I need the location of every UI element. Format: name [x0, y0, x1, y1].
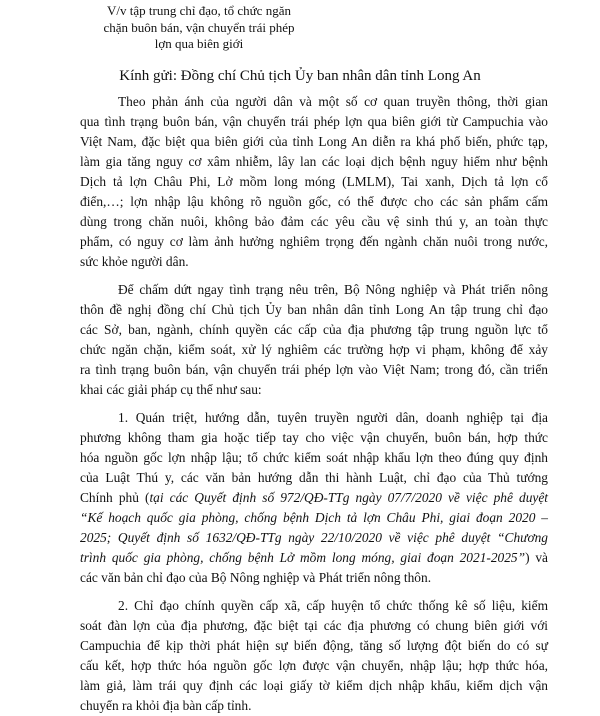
subject-line-3: lợn qua biên giới	[154, 36, 244, 51]
citation-tail: ) và	[525, 550, 548, 565]
paragraph-line: Dịch tả lợn Châu Phi, Lở mồm long móng (LMLM), Tai xanh, Dịch tả lợn cổ	[80, 174, 548, 189]
paragraph-line: phẩm, có nguy cơ làm ảnh hưởng nghiêm trọng đến ngành chăn nuôi trong nước,	[80, 234, 548, 249]
paragraph-line: thôn đề nghị đồng chí Chủ tịch Ủy ban nhân dân tỉnh Long An tập trung chỉ đạo	[80, 302, 548, 317]
paragraph-line: Việt Nam, đặc biệt qua biên giới của tỉnh Long An diễn ra khá phổ biến, phức tạp,	[80, 134, 548, 149]
citation-italic: “Kế hoạch quốc gia phòng, chống bệnh Dịch tả lợn Châu Phi, giai đoạn 2020 –	[80, 510, 548, 525]
paragraph-line: các Sở, ban, ngành, chính quyền các cấp của địa phương tập trung nguồn lực tổ	[80, 322, 548, 337]
paragraph-line	[80, 548, 548, 568]
citation-italic: trình quốc gia phòng, chống bệnh Lở mồm long móng, giai đoạn 2021-2025”	[80, 550, 526, 565]
paragraph-line: điển,…; lợn nhập lậu không rõ nguồn gốc, có thể được cho các sản phẩm cấm	[80, 194, 548, 209]
paragraph-line: qua tình trạng buôn bán, vận chuyển trái phép lợn qua biên giới từ Campuchia vào	[80, 114, 548, 129]
paragraph-line: cấu kết, hợp thức hóa nguồn gốc lợn được vận chuyển, nhập lậu; hợp thức hóa,	[80, 658, 548, 673]
paragraph-line: khai các giải pháp cụ thể như sau:	[80, 382, 262, 397]
paragraph-3	[80, 408, 548, 588]
paragraph-line: làm giả, làm trái quy định các loại giấy tờ kiểm dịch nhập khẩu, kiểm dịch vận	[80, 678, 548, 693]
paragraph-line: của Luật Thú y, các văn bản hướng dẫn thi hành Luật, chỉ đạo của Thủ tướng	[80, 470, 548, 485]
paragraph-4	[80, 596, 548, 716]
paragraph-line: Campuchia để kịp thời phát hiện sự biến động, tăng số lượng đột biến do có sự	[80, 638, 548, 653]
subject-line-1: V/v tập trung chỉ đạo, tổ chức ngăn	[107, 3, 291, 18]
paragraph-line: chuyển ra khỏi địa bàn cấp tỉnh.	[80, 698, 252, 713]
paragraph-line: làm gia tăng nguy cơ xâm nhiễm, lây lan các loại dịch bệnh nguy hiểm như bệnh	[80, 154, 548, 169]
paragraph-line: ra tình trạng buôn bán, vận chuyển trái phép lợn vào Việt Nam; trong đó, cần triển	[80, 362, 548, 377]
paragraph-line: 1. Quán triệt, hướng dẫn, tuyên truyền người dân, doanh nghiệp tại địa	[118, 410, 548, 425]
paragraph-line: Để chấm dứt ngay tình trạng nêu trên, Bộ Nông nghiệp và Phát triển nông	[118, 282, 548, 297]
letter-greeting: Kính gửi: Đồng chí Chủ tịch Ủy ban nhân dân tỉnh Long An	[119, 68, 481, 84]
paragraph-line: hóa nguồn gốc lợn nhập lậu; tổ chức kiểm soát nhập khẩu lợn theo đúng quy định	[80, 450, 548, 465]
citation-normal: Chính phủ (	[80, 490, 150, 505]
paragraph-line: dùng trong chăn nuôi, không bảo đảm các yêu cầu vệ sinh thú y, an toàn thực	[80, 214, 548, 229]
letter-subject	[84, 3, 314, 53]
paragraph-1	[80, 92, 548, 272]
subject-line-2: chặn buôn bán, vận chuyển trái phép	[103, 19, 295, 35]
paragraph-line: phương không tham gia hoặc tiếp tay cho việc vận chuyển, buôn bán, hợp thức	[80, 430, 548, 445]
paragraph-line: chức ngăn chặn, kiểm soát, xử lý nghiêm các trường hợp vi phạm, không để xảy	[80, 342, 548, 357]
citation-italic: 2025; Quyết định số 1632/QĐ-TTg ngày 22/10/2020 về việc phê duyệt “Chương	[80, 530, 548, 545]
paragraph-line: soát đàn lợn của địa phương, đặc biệt tại các địa phương có chung biên giới với	[80, 618, 548, 633]
citation-italic: tại các Quyết định số 972/QĐ-TTg ngày 07/7/2020 về việc phê duyệt	[149, 490, 548, 505]
paragraph-line: Theo phản ánh của người dân và một số cơ quan truyền thông, thời gian	[118, 94, 548, 109]
paragraph-line: sức khỏe người dân.	[80, 254, 189, 269]
paragraph-line	[80, 508, 548, 528]
paragraph-line: 2. Chỉ đạo chính quyền cấp xã, cấp huyện tổ chức thống kê số liệu, kiểm	[118, 598, 548, 613]
letter-body	[80, 92, 548, 716]
paragraph-line	[80, 528, 548, 548]
paragraph-line	[80, 488, 548, 508]
paragraph-line: các văn bản chỉ đạo của Bộ Nông nghiệp và Phát triển nông thôn.	[80, 570, 432, 585]
paragraph-2	[80, 280, 548, 400]
